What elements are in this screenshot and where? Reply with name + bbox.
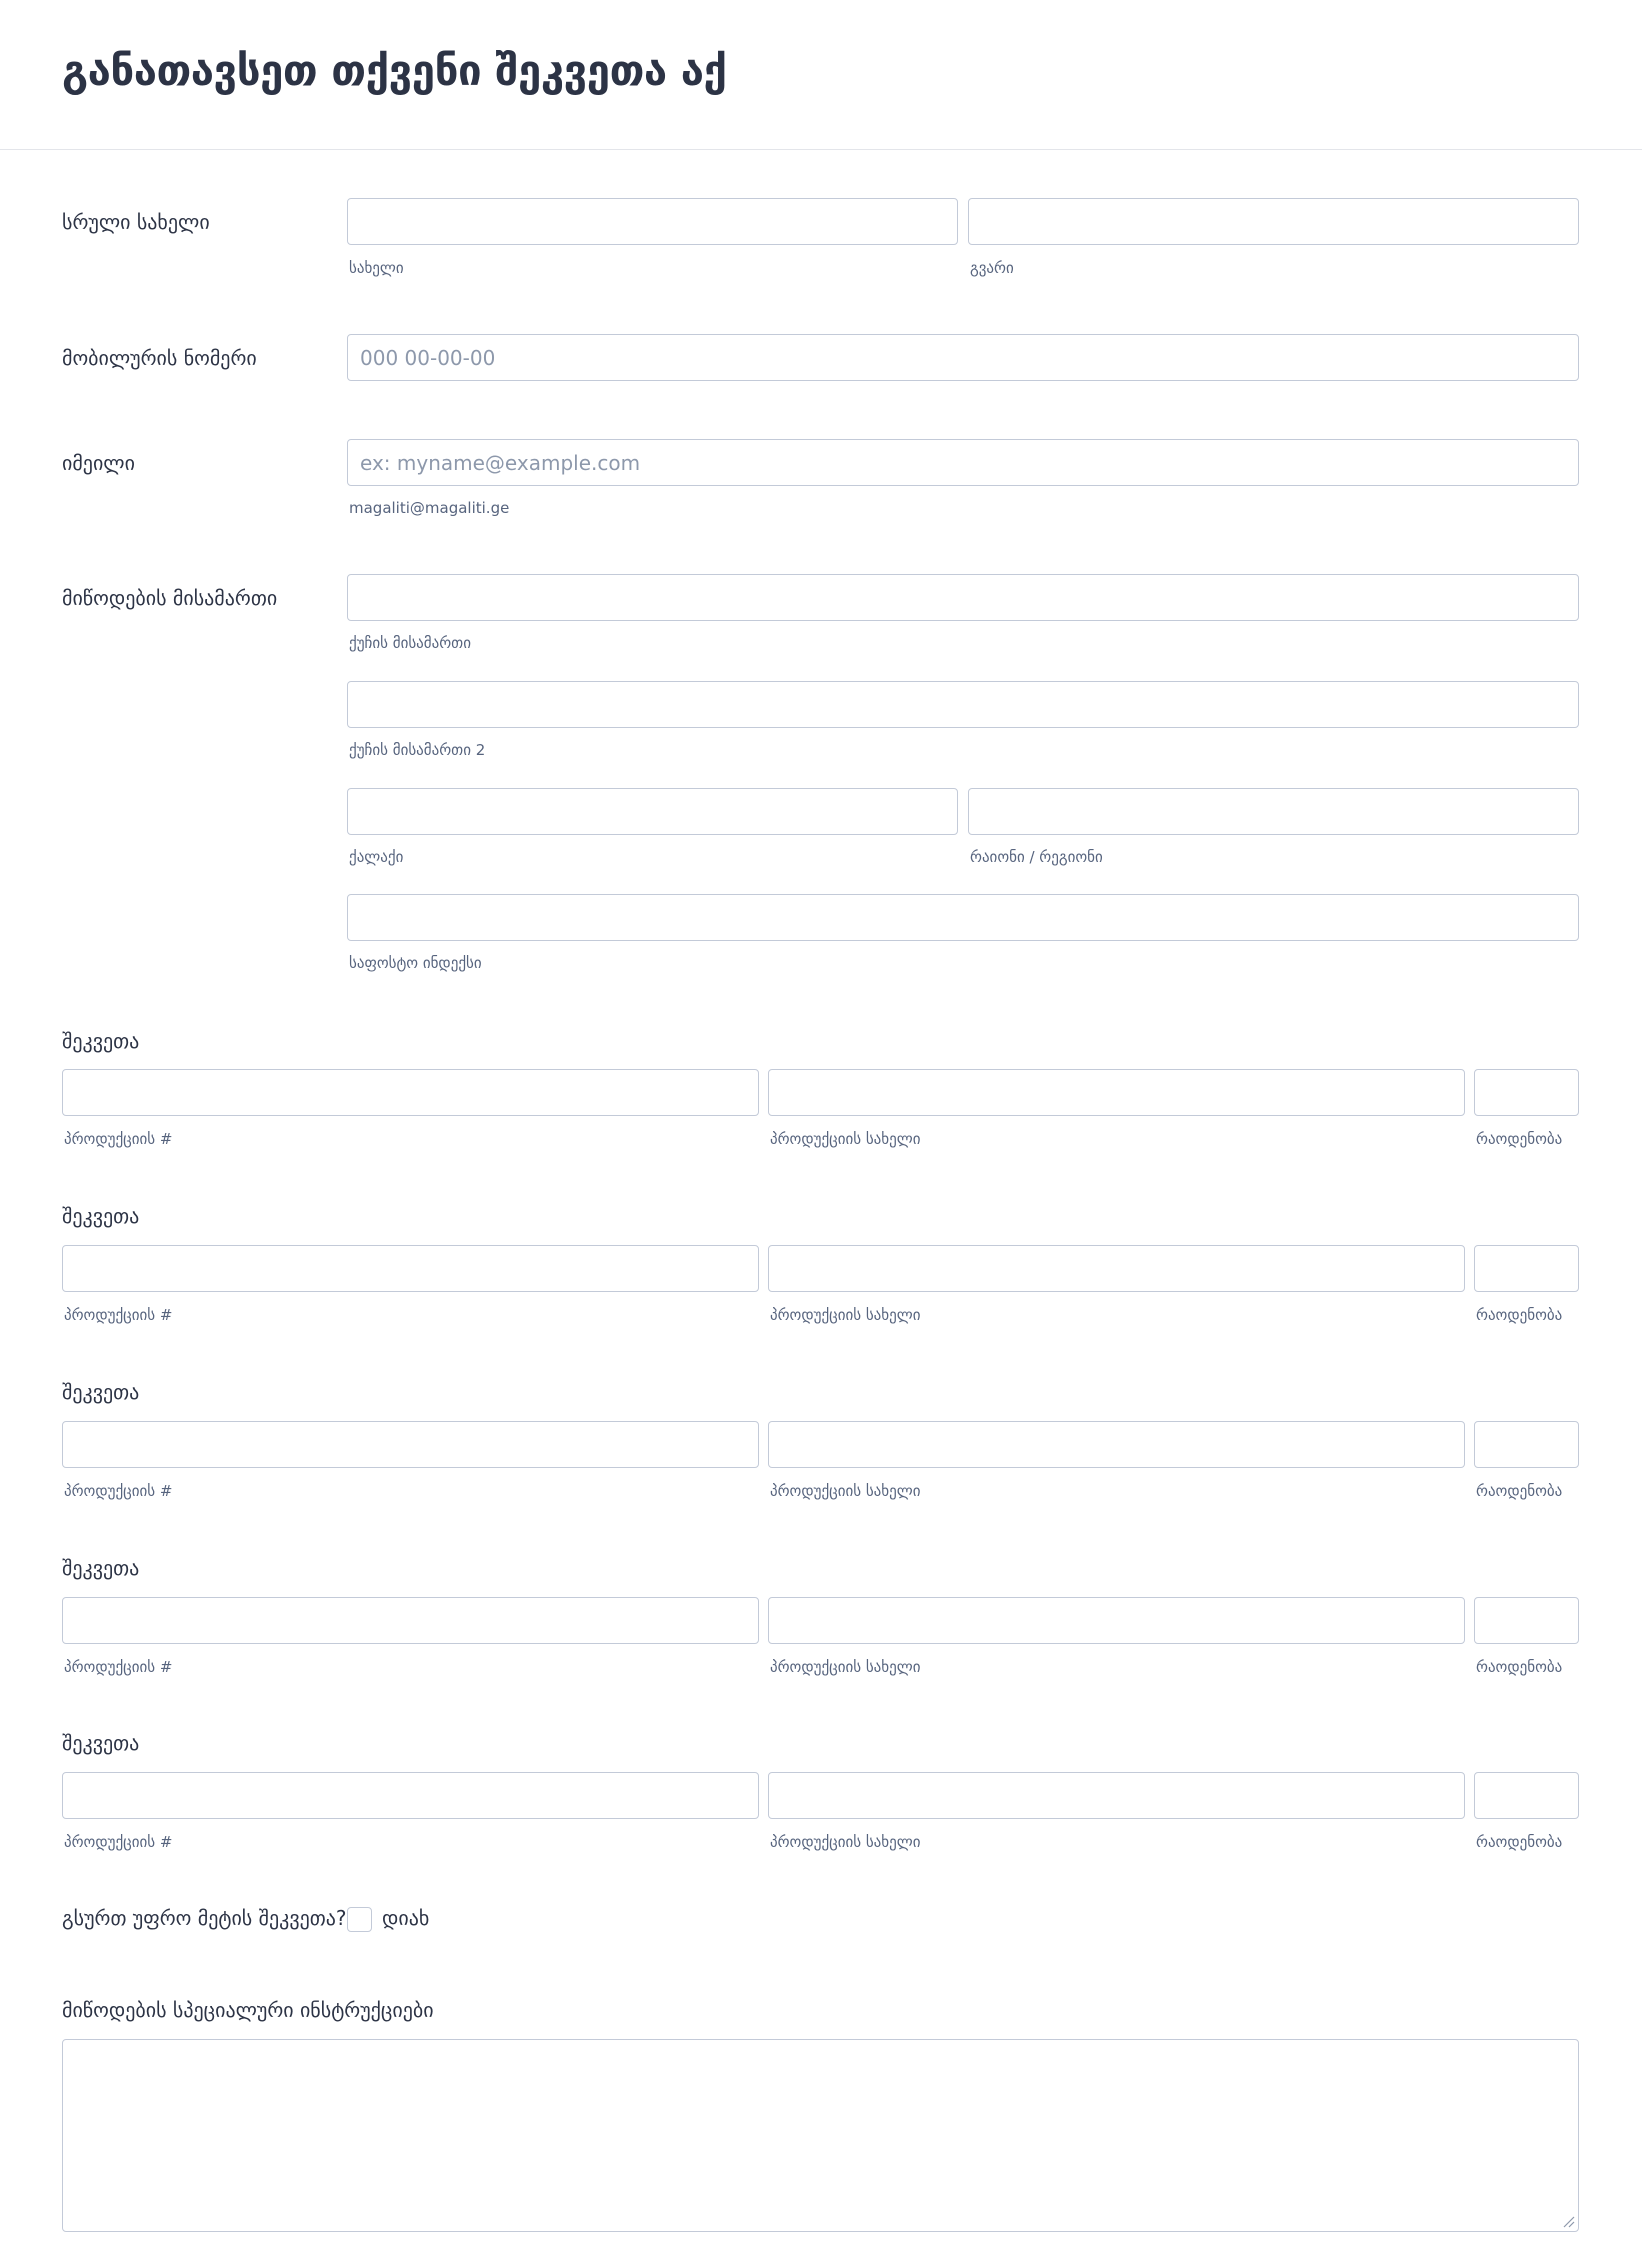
product-name-input[interactable]: [768, 1772, 1465, 1819]
quantity-input[interactable]: [1474, 1772, 1579, 1819]
form-title: განათავსეთ თქვენი შეკვეთა აქ: [62, 46, 727, 95]
street-address-input[interactable]: [347, 574, 1579, 621]
product-name-sublabel: პროდუქციის სახელი: [770, 1658, 921, 1676]
product-name-sublabel: პროდუქციის სახელი: [770, 1482, 921, 1500]
yes-option-label[interactable]: დიახ: [382, 1906, 430, 1930]
product-number-input[interactable]: [62, 1597, 759, 1644]
last-name-sublabel: გვარი: [970, 259, 1014, 277]
product-name-input[interactable]: [768, 1421, 1465, 1468]
email-input[interactable]: [347, 439, 1579, 486]
region-input[interactable]: [968, 788, 1579, 835]
order-label: შეკვეთა: [62, 1204, 140, 1228]
email-sublabel: magaliti@magaliti.ge: [349, 499, 510, 517]
product-number-sublabel: პროდუქციის #: [64, 1130, 173, 1148]
quantity-sublabel: რაოდენობა: [1476, 1833, 1563, 1851]
more-orders-label: გსურთ უფრო მეტის შეკვეთა?: [62, 1906, 347, 1930]
last-name-input[interactable]: [968, 198, 1579, 245]
city-sublabel: ქალაქი: [349, 848, 404, 866]
product-number-sublabel: პროდუქციის #: [64, 1658, 173, 1676]
quantity-input[interactable]: [1474, 1597, 1579, 1644]
street-address2-input[interactable]: [347, 681, 1579, 728]
quantity-sublabel: რაოდენობა: [1476, 1482, 1563, 1500]
postal-code-sublabel: საფოსტო ინდექსი: [349, 954, 482, 972]
product-name-input[interactable]: [768, 1245, 1465, 1292]
product-number-input[interactable]: [62, 1245, 759, 1292]
form-header: [0, 0, 1642, 150]
quantity-input[interactable]: [1474, 1245, 1579, 1292]
street-address2-sublabel: ქუჩის მისამართი 2: [349, 741, 486, 759]
product-number-input[interactable]: [62, 1421, 759, 1468]
phone-label: მობილურის ნომერი: [62, 346, 257, 370]
quantity-input[interactable]: [1474, 1069, 1579, 1116]
quantity-sublabel: რაოდენობა: [1476, 1658, 1563, 1676]
full-name-label: სრული სახელი: [62, 210, 210, 234]
product-number-sublabel: პროდუქციის #: [64, 1482, 173, 1500]
quantity-sublabel: რაოდენობა: [1476, 1306, 1563, 1324]
address-label: მიწოდების მისამართი: [62, 586, 278, 610]
phone-input[interactable]: [347, 334, 1579, 381]
email-label: იმეილი: [62, 451, 135, 475]
product-name-sublabel: პროდუქციის სახელი: [770, 1833, 921, 1851]
street-address-sublabel: ქუჩის მისამართი: [349, 634, 471, 652]
quantity-sublabel: რაოდენობა: [1476, 1130, 1563, 1148]
quantity-input[interactable]: [1474, 1421, 1579, 1468]
order-label: შეკვეთა: [62, 1731, 140, 1755]
product-number-sublabel: პროდუქციის #: [64, 1306, 173, 1324]
first-name-sublabel: სახელი: [349, 259, 404, 277]
instructions-label: მიწოდების სპეციალური ინსტრუქციები: [62, 1998, 434, 2022]
order-label: შეკვეთა: [62, 1380, 140, 1404]
order-label: შეკვეთა: [62, 1029, 140, 1053]
postal-code-input[interactable]: [347, 894, 1579, 941]
resize-handle-icon[interactable]: [1561, 2214, 1575, 2228]
product-name-sublabel: პროდუქციის სახელი: [770, 1306, 921, 1324]
yes-checkbox[interactable]: [347, 1907, 372, 1932]
product-name-sublabel: პროდუქციის სახელი: [770, 1130, 921, 1148]
product-name-input[interactable]: [768, 1069, 1465, 1116]
product-number-sublabel: პროდუქციის #: [64, 1833, 173, 1851]
order-label: შეკვეთა: [62, 1556, 140, 1580]
instructions-textarea[interactable]: [62, 2039, 1579, 2232]
first-name-input[interactable]: [347, 198, 958, 245]
region-sublabel: რაიონი / რეგიონი: [970, 848, 1103, 866]
product-number-input[interactable]: [62, 1772, 759, 1819]
product-number-input[interactable]: [62, 1069, 759, 1116]
city-input[interactable]: [347, 788, 958, 835]
product-name-input[interactable]: [768, 1597, 1465, 1644]
